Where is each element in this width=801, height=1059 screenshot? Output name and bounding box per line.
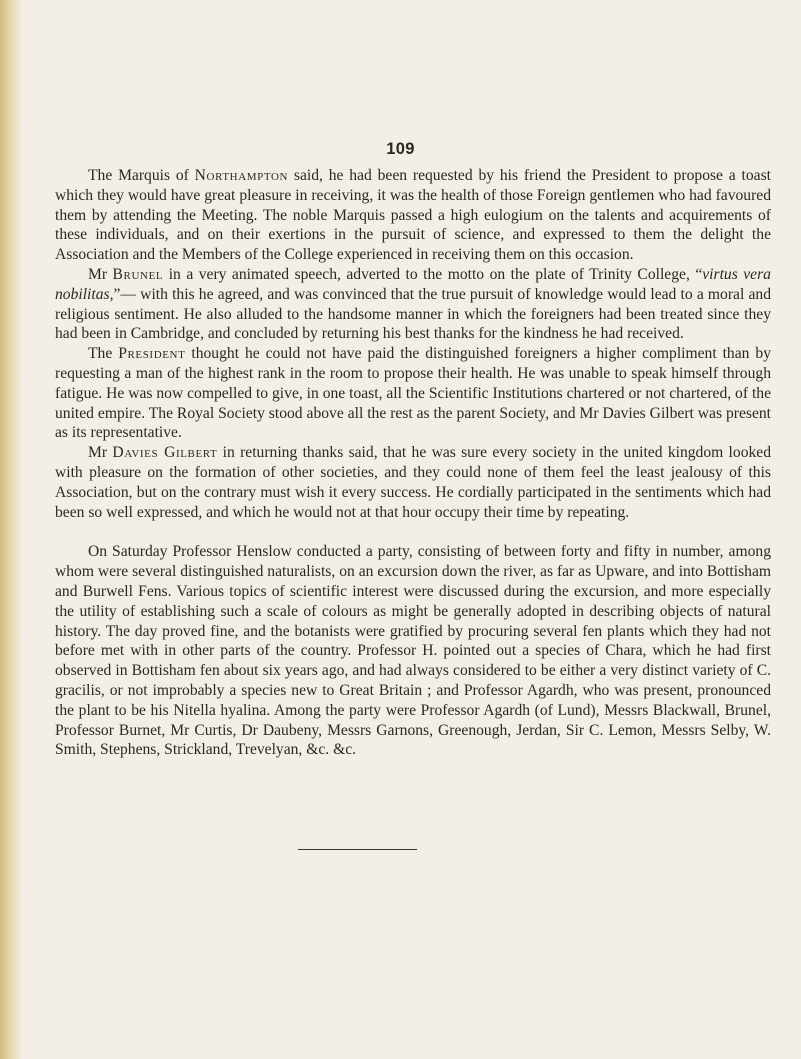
paragraph-davies-gilbert [55,443,771,522]
paragraph-excursion [55,542,771,760]
paragraph-lead: The Marquis of [88,167,195,184]
paragraph-text: in a very animated speech, adverted to the motto on the plate of Trinity College, “ [163,265,703,283]
speaker-name: President [118,345,186,363]
paragraph-brunel [55,265,771,344]
speaker-name: Brunel [112,265,164,283]
speaker-name: Davies Gilbert [112,444,218,462]
body-text [55,166,771,760]
section-divider-rule [298,849,417,850]
paragraph-lead: Mr [88,265,113,283]
paragraph-northampton [55,166,771,265]
paragraph-president [55,344,771,443]
page-number: 109 [386,140,415,158]
paragraph-text: in returning thanks said, that he was sure every society in the united kingdom looked with pleasure on the formation of other societies, and they could none of them feel the least jealousy of this Association, but on the contrary must wish it every success. He cordially participated in the sentiments which had been so well expressed, and which he would not at that hour occupy their time by repeating. [55,444,772,521]
paragraph-lead: Mr [88,444,113,462]
paragraph-text: ”— with this he agreed, and was convinced that the true pursuit of knowledge would lead to a moral and religious sentiment. He also alluded to the handsome manner in which the foreigners had been treated since they had been in Cambridge, and concluded by returning his best thanks for the kindness he had received. [55,285,771,343]
college-motto: virtus vera nobilitas, [55,265,771,303]
paragraph-text: thought he could not have paid the distinguished foreigners a higher compliment than by requesting a man of the highest rank in the room to propose their health. He was unable to speak himself through fatigue. He was now compelled to give, in one toast, all the Scientific Institutions chartered or not chartered, of the united empire. The Royal Society stood above all the rest as the parent Society, and Mr Davies Gilbert was present as its representative. [55,345,771,442]
paragraph-lead: The [88,345,119,363]
speaker-name: Northampton [194,167,289,184]
paragraph-text: said, he had been requested by his friend the President to propose a toast which they would have great pleasure in receiving, it was the health of those Foreign gentlemen who had favoured them by attending the Meeting. The noble Marquis passed a high eulogium on the talents and acquirements of these individuals, and on their exertions in the pursuit of science, and expressed to them the delight the Association and the Members of the College experienced in receiving them on this occasion. [55,167,771,264]
paragraph-text: On Saturday Professor Henslow conducted a party, consisting of between forty and fifty in number, among whom were several distinguished naturalists, on an excursion down the river, as far as Upware, and into Bottisham and Burwell Fens. Various topics of scientific interest were discussed during the excursion, and more especially the utility of establishing such a scale of colours as might be generally adopted in describing objects of natural history. The day proved fine, and the botanists were gratified by procuring several fen plants which they had not before met with in other parts of the country. Professor H. pointed out a species of Chara, which he had first observed in Bottisham fen about six years ago, and had always considered to be either a very distinct variety of C. gracilis, or not improbably a species new to Great Britain ; and Professor Agardh, who was present, pronounced the plant to be his Nitella hyalina. Among the party were Professor Agardh (of Lund), Messrs Blackwall, Brunel, Professor Burnet, Mr Curtis, Dr Daubeny, Messrs Garnons, Greenough, Jerdan, Sir C. Lemon, Messrs Selby, W. Smith, Stephens, Strickland, Trevelyan, &c. &c. [55,543,771,759]
